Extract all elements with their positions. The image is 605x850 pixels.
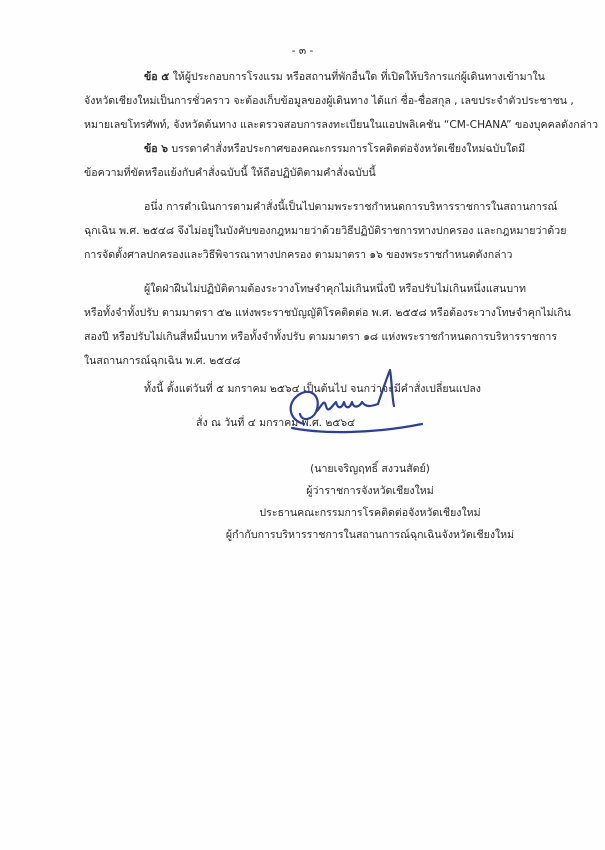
signatory-name: (นายเจริญฤทธิ์ สงวนสัตย์) <box>310 463 430 475</box>
page-number: - ๓ - <box>291 45 314 57</box>
penalty-para-line-3: สองปี หรือปรับไม่เกินสี่หมื่นบาท หรือทั้งจำทั้งปรับ ตามมาตรา ๑๘ แห่งพระราชกำหนดการบริหารราชการ <box>84 331 558 343</box>
penalty-para-line-2: หรือทั้งจำทั้งปรับ ตามมาตรา ๕๒ แห่งพระราชบัญญัติโรคติดต่อ พ.ศ. ๒๕๕๘ หรือต้องระวางโทษจำคุกไม่เกิน <box>84 307 571 319</box>
signature-icon <box>282 362 432 442</box>
signatory-title-1: ผู้ว่าราชการจังหวัดเชียงใหม่ <box>306 485 434 497</box>
penalty-para-line-4: ในสถานการณ์ฉุกเฉิน พ.ศ. ๒๕๔๘ <box>84 355 241 367</box>
clause-5-label: ข้อ ๕ <box>144 71 170 83</box>
penalty-para-line-1: ผู้ใดฝ่าฝืนไม่ปฏิบัติตามต้องระวางโทษจำคุกไม่เกินหนึ่งปี หรือปรับไม่เกินหนึ่งแสนบาท <box>144 283 527 295</box>
clause-5-line-2: จังหวัดเชียงใหม่เป็นการชั่วคราว จะต้องเก็บข้อมูลของผู้เดินทาง ได้แก่ ชื่อ-ชื่อสกุล , เลขประจำตัวประชาชน , <box>84 95 574 107</box>
emergency-para-line-2: ฉุกเฉิน พ.ศ. ๒๕๔๘ จึงไม่อยู่ในบังคับของกฎหมายว่าด้วยวิธีปฏิบัติราชการทางปกครอง และกฎหมายว่าด้วย <box>84 225 567 237</box>
clause-6-label: ข้อ ๖ <box>144 143 169 155</box>
emergency-para-line-1: อนึ่ง การดำเนินการตามคำสั่งนี้เป็นไปตามพระราชกำหนดการบริหารราชการในสถานการณ์ <box>144 201 558 213</box>
emergency-para-line-3: การจัดตั้งศาลปกครองและวิธีพิจารณาทางปกครอง ตามมาตรา ๑๖ ของพระราชกำหนดดังกล่าว <box>84 249 513 261</box>
clause-6-line-1: ข้อ ๖ บรรดาคำสั่งหรือประกาศของคณะกรรมการโรคติดต่อจังหวัดเชียงใหม่ฉบับใดมี <box>144 143 526 155</box>
effective-date: ทั้งนี้ ตั้งแต่วันที่ ๕ มกราคม ๒๕๖๔ เป็นต้นไป จนกว่าจะมีคำสั่งเปลี่ยนแปลง <box>144 383 481 395</box>
order-date: สั่ง ณ วันที่ ๔ มกราคม พ.ศ. ๒๕๖๔ <box>196 417 356 429</box>
clause-6-line-2: ข้อความที่ขัดหรือแย้งกับคำสั่งฉบับนี้ ให้ถือปฏิบัติตามคำสั่งฉบับนี้ <box>84 167 376 179</box>
clause-5-line-3: หมายเลขโทรศัพท์, จังหวัดต้นทาง และตรวจสอบการลงทะเบียนในแอปพลิเคชัน “CM-CHANA” ของบุคคลดังกล่าว <box>84 119 599 131</box>
clause-5-line-1: ข้อ ๕ ให้ผู้ประกอบการโรงแรม หรือสถานที่พักอื่นใด ที่เปิดให้บริการแก่ผู้เดินทางเข้ามาใน <box>144 71 545 83</box>
signatory-title-3: ผู้กำกับการบริหารราชการในสถานการณ์ฉุกเฉินจังหวัดเชียงใหม่ <box>225 529 515 541</box>
signatory-title-2: ประธานคณะกรรมการโรคติดต่อจังหวัดเชียงใหม่ <box>259 507 481 519</box>
